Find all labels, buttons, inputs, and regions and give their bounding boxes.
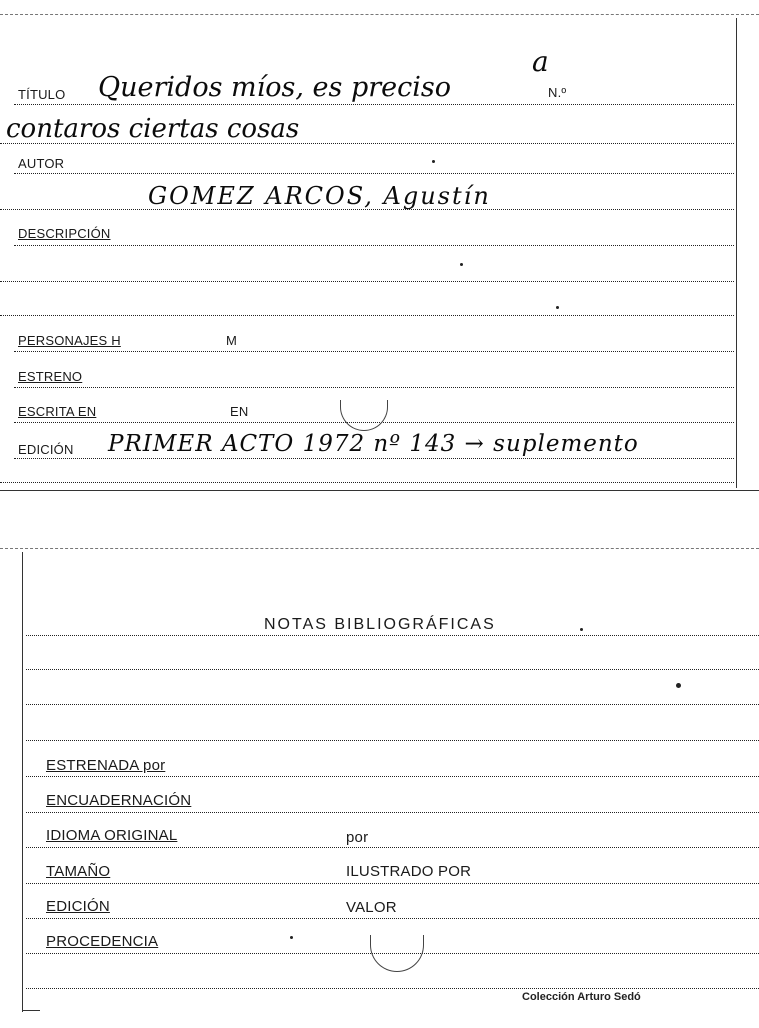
ink-speck	[432, 160, 435, 163]
procedencia-label: PROCEDENCIA	[46, 933, 159, 950]
ilustrado-label: ILUSTRADO POR	[346, 863, 472, 880]
personajes-line	[14, 351, 734, 352]
punch-hole	[370, 935, 424, 972]
numero-value: a	[532, 45, 549, 78]
ink-speck	[580, 628, 583, 631]
estreno-line	[14, 387, 734, 388]
tamano-label: TAMAÑO	[46, 863, 111, 880]
numero-label: N.º	[548, 85, 567, 100]
titulo-value-line1: Queridos míos, es preciso	[98, 72, 451, 103]
edicion-label: EDICIÓN	[18, 442, 74, 457]
notas-line-4	[26, 740, 759, 741]
descripcion-line-2	[0, 281, 734, 282]
encuadernacion-label: ENCUADERNACIÓN	[46, 792, 192, 809]
notas-bibliograficas-title: NOTAS BIBLIOGRÁFICAS	[264, 616, 496, 633]
descripcion-line-3	[0, 315, 734, 316]
ink-speck	[676, 683, 681, 688]
titulo-line-2	[0, 143, 734, 144]
notas-line-1	[26, 635, 759, 636]
edicion-value: PRIMER ACTO 1972 nº 143 → suplemento	[108, 431, 639, 457]
estrenada-label: ESTRENADA por	[46, 757, 166, 774]
autor-line-2	[0, 209, 734, 210]
personajes-m-label: M	[226, 333, 238, 348]
titulo-value-line2: contaros ciertas cosas	[6, 114, 300, 144]
catalog-card-top	[0, 0, 759, 496]
notas-line-2	[26, 669, 759, 670]
card-right-edge	[736, 18, 737, 488]
card-left-edge	[22, 552, 23, 1012]
idioma-label: IDIOMA ORIGINAL	[46, 827, 178, 844]
descripcion-line-1	[14, 245, 734, 246]
edicion-line-2	[26, 918, 759, 919]
descripcion-label: DESCRIPCIÓN	[18, 226, 111, 241]
por-label: por	[346, 829, 369, 846]
edicion-line	[14, 458, 734, 459]
en-label: EN	[230, 404, 249, 419]
escrita-en-label: ESCRITA EN	[18, 404, 97, 419]
ink-speck	[460, 263, 463, 266]
ink-speck	[556, 306, 559, 309]
personajes-h-label: PERSONAJES H	[18, 333, 121, 348]
estrenada-line	[26, 776, 759, 777]
card-corner	[22, 1010, 40, 1011]
edicion-label-2: EDICIÓN	[46, 898, 110, 915]
tamano-line	[26, 883, 759, 884]
card-bottom-line	[0, 482, 734, 483]
autor-label: AUTOR	[18, 156, 65, 171]
ink-speck	[290, 936, 293, 939]
footer-credit: Colección Arturo Sedó	[522, 991, 641, 1003]
card-bottom-edge	[0, 490, 759, 491]
valor-label: VALOR	[346, 899, 397, 916]
autor-value: GOMEZ ARCOS, Agustín	[148, 182, 491, 210]
autor-line-1	[14, 173, 734, 174]
encuadernacion-line	[26, 812, 759, 813]
titulo-line-1	[14, 104, 734, 105]
card-bottom-line	[26, 988, 759, 989]
idioma-line	[26, 847, 759, 848]
card-top-edge	[0, 14, 759, 15]
catalog-card-bottom	[0, 540, 759, 1028]
estreno-label: ESTRENO	[18, 369, 83, 384]
titulo-label: TÍTULO	[18, 87, 66, 102]
notas-line-3	[26, 704, 759, 705]
card-top-edge	[0, 548, 759, 549]
punch-hole	[340, 400, 388, 431]
